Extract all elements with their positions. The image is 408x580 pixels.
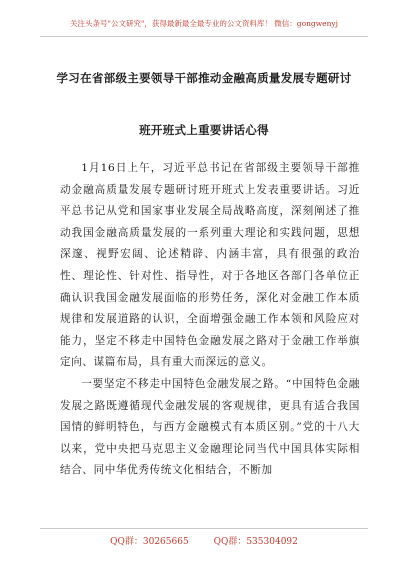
footer-qq-group-1: QQ群：30265665: [110, 537, 189, 547]
document-title-line-1: 学习在省部级主要领导干部推动金融高质量发展专题研讨: [56, 71, 352, 85]
document-body: [60, 158, 360, 482]
footer-qq-group-2: QQ群：535304092: [213, 537, 298, 547]
header-banner: 关注头条号"公文研究"，获得最新最全最专业的公文资料库！ 微信：gongwenyj: [70, 19, 338, 28]
paragraph-2: 一要坚定不移走中国特色金融发展之路。“中国特色金融发展之路既遵循现代金融发展的客观规律，更具有适合我国国情的鲜明特色，与西方金融模式有本质区别。”党的十八大以来，党中央把马克思主义金融理论同当代中国具体实际相结合、同中华优秀传统文化相结合，不断加: [60, 377, 360, 477]
footer-divider: [40, 528, 368, 529]
footer: [0, 534, 408, 547]
document-title-line-2: 班开班式上重要讲话心得: [139, 123, 269, 137]
header-divider: [40, 36, 368, 37]
paragraph-1: 1月16日上午，习近平总书记在省部级主要领导干部推动金融高质量发展专题研讨班开班式上发表重要讲话。习近平总书记从党和国家事业发展全局战略高度，深刻阐述了推动我国金融高质量发展的一系列重大理论和实践问题，思想深邃、视野宏阔、论述精辟、内涵丰富，具有很强的政治性、理论性、针对性、指导性，对于各地区各部门各单位正确认识我国金融发展面临的形势任务，深化对金融工作本质规律和发展道路的认识，全面增强金融工作本领和风险应对能力，坚定不移走中国特色金融发展之路对于金融工作举旗定向、谋篇布局，具有重大而深远的意义。: [60, 162, 360, 369]
